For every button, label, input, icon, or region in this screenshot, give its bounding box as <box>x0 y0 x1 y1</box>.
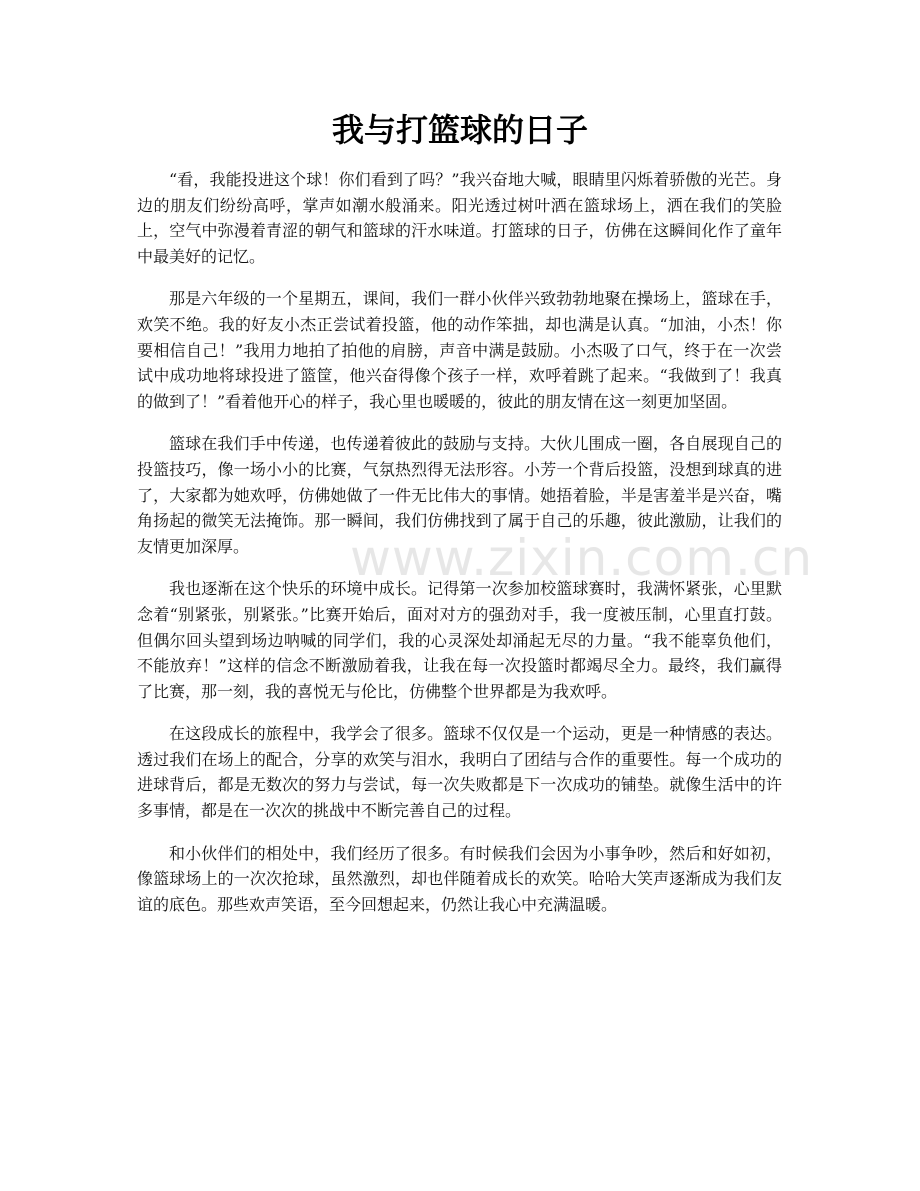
paragraph-2: 那是六年级的一个星期五，课间，我们一群小伙伴兴致勃勃地聚在操场上，篮球在手，欢笑不绝。我的好友小杰正尝试着投篮，他的动作笨拙，却也满是认真。“加油，小杰！你要相信自己！”我用力地拍了拍他的肩膀，声音中满是鼓励。小杰吸了口气，终于在一次尝试中成功地将球投进了篮筐，他兴奋得像个孩子一样，欢呼着跳了起来。“我做到了！我真的做到了！”看着他开心的样子，我心里也暖暖的，彼此的朋友情在这一刻更加坚固。 <box>137 289 782 411</box>
paragraph-1: “看，我能投进这个球！你们看到了吗？”我兴奋地大喊，眼睛里闪烁着骄傲的光芒。身边的朋友们纷纷高呼，掌声如潮水般涌来。阳光透过树叶洒在篮球场上，洒在我们的笑脸上，空气中弥漫着青涩的朝气和篮球的汗水味道。打篮球的日子，仿佛在这瞬间化作了童年中最美好的记忆。 <box>137 170 782 266</box>
document-body <box>137 167 782 934</box>
watermark: www.zixin.com.cn <box>350 529 814 587</box>
paragraph-4: 我也逐渐在这个快乐的环境中成长。记得第一次参加校篮球赛时，我满怀紧张，心里默念着“别紧张，别紧张。”比赛开始后，面对对方的强劲对手，我一度被压制，心里直打鼓。但偶尔回头望到场边呐喊的同学们，我的心灵深处却涌起无尽的力量。“我不能辜负他们，不能放弃！”这样的信念不断激励着我，让我在每一次投篮时都竭尽全力。最终，我们赢得了比赛，那一刻，我的喜悦无与伦比，仿佛整个世界都是为我欢呼。 <box>137 579 782 701</box>
paragraph-5: 在这段成长的旅程中，我学会了很多。篮球不仅仅是一个运动，更是一种情感的表达。透过我们在场上的配合，分享的欢笑与泪水，我明白了团结与合作的重要性。每一个成功的进球背后，都是无数次的努力与尝试，每一次失败都是下一次成功的铺垫。就像生活中的许多事情，都是在一次次的挑战中不断完善自己的过程。 <box>137 724 782 821</box>
document-title: 我与打篮球的日子 <box>331 111 588 149</box>
paragraph-6: 和小伙伴们的相处中，我们经历了很多。有时候我们会因为小事争吵，然后和好如初，像篮球场上的一次次抢球，虽然激烈，却也伴随着成长的欢笑。哈哈大笑声逐渐成为我们友谊的底色。那些欢声笑语，至今回想起来，仍然让我心中充满温暖。 <box>137 843 782 914</box>
paragraph-3: 篮球在我们手中传递，也传递着彼此的鼓励与支持。大伙儿围成一圈，各自展现自己的投篮技巧，像一场小小的比赛，气氛热烈得无法形容。小芳一个背后投篮，没想到球真的进了，大家都为她欢呼，仿佛她做了一件无比伟大的事情。她捂着脸，半是害羞半是兴奋，嘴角扬起的微笑无法掩饰。那一瞬间，我们仿佛找到了属于自己的乐趣，彼此激励，让我们的友情更加深厚。 <box>137 434 782 556</box>
